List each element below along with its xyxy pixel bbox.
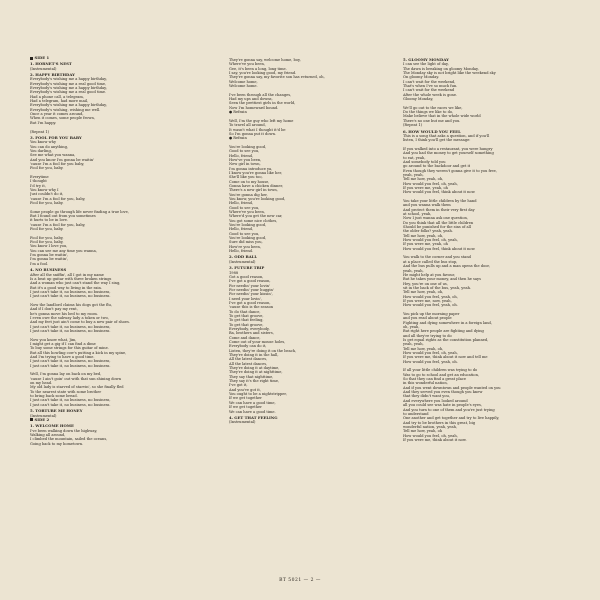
lyric-line: And you had the money to get yourself something	[403, 151, 494, 156]
lyric-line: Tell me how, yeah, oh,	[403, 290, 444, 295]
lyric-line: She'll like you too,	[229, 175, 263, 180]
lyric-line: Gonna have a chicken dinner,	[229, 183, 283, 188]
lyric-line: Is get equal rights as the constitution planned,	[403, 338, 489, 342]
lyric-line: On gloomy Monday.	[403, 75, 440, 80]
lyric-line: They're doing it in the hall,	[229, 353, 279, 358]
lyric-line: in this wonderful nation,	[403, 381, 448, 386]
lyric-line: If you were me, think about it now.	[403, 437, 467, 442]
lyric-line: For needin' your huggin'	[229, 287, 274, 292]
song-title: 3. FUTURE TRIP	[229, 265, 265, 271]
lyric-line: How would you feel, think about it now.	[403, 190, 476, 195]
song-subtitle: (Instrumental)	[30, 413, 57, 418]
lyric-line: 'cause I'm a fool for you, baby,	[30, 222, 86, 227]
lyric-line: I know you're gonna like her,	[229, 170, 282, 175]
lyric-line: How would you feel, oh, yeah,	[403, 181, 458, 186]
lyric-line: Had a telegram, had more mail,	[30, 99, 89, 104]
lyric-line: Hello, friend,	[229, 201, 254, 206]
lyric-line: One another and get together and try to live happily,	[403, 416, 500, 421]
lyric-line: I've got it,	[229, 383, 248, 388]
lyric-line: And I'm trying to have a good time.	[30, 355, 95, 360]
song-subtitle: (Instrumental)	[229, 420, 256, 425]
lyric-line: And you know I'm gonna be waitin'	[30, 157, 95, 162]
lyric-line: The Monday sky is not bright like the weekend sky	[403, 71, 496, 76]
lyric-line: You walk to the corner and you stand	[403, 255, 471, 260]
lyric-line: How would you feel, yeah, oh.	[403, 303, 458, 308]
lyric-line: Good to see you,	[229, 231, 260, 236]
lyric-line: That's when I've so much fun.	[403, 84, 458, 89]
lyric-line: When it comes, some people frown,	[30, 116, 95, 121]
lyric-line: You know I love you,	[30, 244, 68, 249]
song-block	[403, 130, 573, 443]
lyric-line: It wasn't what I thought it'd be	[229, 127, 286, 132]
song-title: 1. HORNET'S NEST	[30, 61, 72, 67]
lyric-line: Fighting and dying somewhere in a foreign land,	[403, 320, 492, 325]
lyric-line: Gloomy Monday,	[403, 97, 434, 102]
lyric-line: But I found out from you sometimes	[30, 214, 96, 219]
lyric-line: I even owe the subway lady a token or two,	[30, 315, 109, 320]
lyric-line: Tell me how, yeah, oh	[403, 429, 443, 434]
lyric-line: go around to the backdoor and get it	[403, 164, 471, 169]
lyric-line: to bring back some bread.	[30, 394, 78, 399]
lyric-line: (Repeat 1)	[30, 129, 50, 134]
lyric-line: I'm a fool.	[30, 261, 49, 266]
lyric-line: Was to go to school and get an education,	[403, 372, 480, 377]
lyric-line: After the whole week is gone.	[403, 92, 458, 97]
lyric-line: You take your little children by the hand	[403, 199, 477, 203]
lyric-line: I can see the light of day,	[403, 62, 449, 67]
lyric-line: We can have a good time.	[229, 409, 276, 414]
lyric-line: I'm gonna be waitin',	[30, 253, 69, 258]
lyric-line: The dawn is breaking on gloomy Monday,	[403, 66, 479, 71]
side-heading	[30, 418, 200, 422]
lyric-line: To travel all around,	[229, 123, 266, 128]
lyric-line: They say it's the right time,	[229, 379, 280, 384]
lyric-line: Hello, friend,	[229, 227, 254, 232]
lyric-line: To get that groove,	[229, 313, 264, 318]
lyric-line: Everybody can do it,	[229, 344, 267, 349]
song-title: 1. WELCOME HOME	[30, 423, 74, 429]
lyric-line: I say, you're looking good, my friend.	[229, 71, 297, 76]
lyric-line: it hurts to be in love.	[30, 218, 69, 223]
lyric-line: Where've you been,	[229, 210, 265, 215]
lyric-line: But he takes your money, and then he says	[403, 277, 481, 282]
lyric-line: I've got a good reason,	[229, 300, 271, 305]
lyric-line: And a woman who just can't stand the way I sing,	[30, 281, 121, 286]
lyric-line: Everybody, everybody,	[229, 326, 270, 331]
lyric-line: 'cause I'm a fool for you baby,	[30, 161, 85, 166]
lyric-line: 'cause I ain't goin' out with that sun shining down	[30, 376, 122, 381]
song-block	[30, 268, 200, 407]
lyric-line: Where'd you get the new car,	[229, 214, 283, 219]
lyric-line: I thought	[30, 179, 47, 184]
lyric-line: Come and dance,	[229, 335, 261, 340]
lyric-line: You can do anything,	[30, 144, 69, 149]
lyric-line: After all the sniffin', all I got in my name	[30, 272, 104, 277]
lyric-line: They're gonna say, welcome home, boy,	[229, 58, 301, 62]
lyric-line: If you were me, now, yeah,	[403, 298, 452, 303]
lyric-line: that they didn't want you,	[403, 394, 450, 399]
song-title: 5. GLOOMY MONDAY	[403, 57, 449, 62]
lyric-line: and you wanna walk them	[403, 203, 451, 208]
lyric-line: the older folks? yeah, yeah.	[403, 229, 454, 234]
lyric-line: yeah, yeah,	[403, 342, 424, 347]
side-marker-icon	[30, 57, 33, 60]
song-title: 4. GET THAT FEELING	[229, 414, 278, 420]
lyric-line: Everytime	[30, 174, 49, 179]
lyric-line: Now I just wanna ask one question,	[403, 216, 468, 221]
lyric-line: Well, I'm the guy who left my home	[229, 118, 294, 123]
lyric-line: all you could see was hate in people's eyes,	[403, 403, 482, 408]
lyric-line: Now you know what, Jim,	[30, 337, 77, 342]
lyric-line: and all they're trying to do	[403, 333, 452, 338]
lyric-line: If all your little children was trying to do	[403, 368, 478, 373]
lyric-line: And you turn to one of them and you're just trying	[403, 407, 495, 412]
lyric-line: Everybody's wishing, wishing me well.	[30, 107, 101, 112]
lyric-line: I can't wait for the weekend,	[403, 79, 456, 84]
lyric-line: Everybody's wishing me a happy birthday,	[30, 86, 107, 91]
lyric-line: And everywhere you looked around	[403, 398, 468, 403]
lyric-line: I just can't take it, no business, no business,	[30, 359, 111, 364]
lyric-line: Everybody's wishing me a real good time,	[30, 81, 107, 86]
lyric-line: I've been walking down the highway,	[30, 428, 98, 433]
lyric-line: How're you been,	[229, 244, 262, 249]
lyric-line: 'cause I'm a fool for you, baby,	[30, 196, 86, 201]
column-3	[403, 56, 573, 442]
song-title: 6. HOW WOULD YOU FEEL	[403, 128, 461, 134]
lyric-line: So that they can find a great place	[403, 377, 466, 382]
lyric-line: I just can't take it, no business, no business,	[30, 398, 111, 403]
lyric-line: How would you feel, yeah, oh.	[403, 359, 458, 364]
lyric-line: And if I don't pay my rent,	[30, 307, 78, 312]
lyric-line: Going back to my hometown.	[30, 441, 84, 446]
lyric-line: Seen the prettiest girls in the world,	[229, 101, 296, 106]
song-block	[30, 136, 200, 266]
side-heading	[30, 56, 200, 60]
lyric-line: sit in the back of the bus, yeah, yeah.	[403, 285, 472, 290]
lyric-line: To get that feeling,	[229, 318, 264, 323]
lyric-line: Should be punished for the sins of all	[403, 225, 471, 230]
lyric-line: You know, you're looking good,	[229, 197, 286, 201]
lyric-line: You can see me any time you wanna,	[30, 248, 97, 253]
lyric-line: This is a song that asks a question, and if you'll	[403, 133, 490, 138]
side-marker-icon	[30, 418, 33, 421]
lyric-line: Hey, you're on one of us,	[403, 281, 448, 286]
lyric-line: (Repeat 1)	[403, 123, 423, 128]
song-subtitle: (Instrumental)	[30, 66, 57, 71]
lyric-line: to eat, yeah,	[403, 155, 426, 160]
lyric-line: Come out of your mouse holes,	[229, 340, 286, 344]
lyric-line: How've you been,	[229, 157, 262, 162]
lyric-line: yeah, yeah,	[403, 268, 424, 273]
column-2	[229, 56, 399, 425]
lyric-line: wonderful nation, yeah, yeah,	[403, 424, 458, 429]
lyric-line: Tell me how, yeah, oh,	[403, 233, 444, 238]
lyric-line: And protect them in their very first day	[403, 207, 475, 212]
lyric-line: See me what you wanna,	[30, 153, 76, 158]
lyric-line: Do the things we like to do,	[403, 110, 454, 115]
lyric-line: Fool for you, baby,	[30, 235, 64, 240]
lyric-line: I just can't take it, no business, no business,	[30, 324, 111, 329]
lyric-line: Do you think that all the little children	[403, 220, 474, 225]
song-block	[30, 62, 200, 71]
lyric-line: at school, yeah,	[403, 212, 432, 217]
lyric-line: They're gonna say, my favorite son has returned, oh,	[229, 75, 325, 80]
lyric-line: And my feet just ain't come to buy a new pair of shoes.	[30, 320, 131, 325]
lyric-line: Come on to my house,	[229, 179, 270, 184]
lyric-line: To get that groove,	[229, 322, 264, 327]
lyric-line: at a place called the bus stop,	[403, 259, 458, 264]
lyric-line: I can't wait for the weekend	[403, 88, 455, 93]
lyric-line: You're gonna dig her,	[229, 192, 268, 197]
song-block	[30, 73, 200, 134]
lyric-line: All the latest dances,	[229, 361, 268, 366]
lyric-line: If you were me, think about it now and tell me	[403, 355, 488, 360]
lyric-line: Everybody's wishing me a happy birthday,	[30, 103, 107, 108]
lyric-line: I've been through all the changes,	[229, 92, 292, 97]
lyric-line: 1988	[229, 270, 239, 275]
lyric-line: And somebody told you	[403, 159, 446, 164]
lyric-line: Welcome home.	[229, 84, 258, 89]
lyric-line: Had a phone call, a telegram,	[30, 94, 84, 99]
lyric-line: Had my ups and downs,	[229, 97, 273, 102]
lyric-line: You're looking good,	[229, 144, 267, 149]
lyric-line: You ought to be a nightstripper,	[229, 392, 287, 397]
lyric-line: How would you feel, think about it now.	[403, 246, 476, 251]
lyric-line: If you were me, yeah, oh	[403, 185, 448, 190]
lyric-line: I'd try it,	[30, 183, 46, 188]
lyric-line: For needin' your kissin',	[229, 292, 273, 297]
song-block	[30, 424, 200, 446]
lyric-line: Everybody's wishing me a happy birthday,	[30, 77, 107, 82]
lyric-line: and you read about people	[403, 316, 452, 321]
lyric-line: If you were me, yeah, oh	[403, 242, 448, 247]
song-title: 4. NO BUSINESS	[30, 267, 67, 273]
side-label: SIDE 1	[34, 56, 50, 60]
lyric-line: Hello, friend,	[229, 153, 254, 158]
lyric-line: Good to see you,	[229, 149, 260, 154]
lyric-line: My old lady is starved of starvin', so she finally fled	[30, 385, 124, 390]
lyric-line: You darling,	[30, 148, 52, 153]
lyric-line: To buy some strings for this guitar of mine.	[30, 346, 109, 351]
lyric-line: Hello, friend.	[229, 249, 254, 254]
lyric-line: And they served you even though you knew	[403, 390, 483, 395]
lyric-line: To the nearest state with some brother	[30, 389, 102, 394]
lyric-line: There's no one but me and you.	[403, 118, 461, 123]
lyric-line: yeah, yeah,	[403, 172, 424, 177]
lyric-line: Once a year it comes around,	[30, 112, 84, 117]
lyric-line: You're looking good,	[229, 223, 267, 228]
lyric-line: Fool for you, baby,	[30, 240, 64, 245]
lyric-line: If we get together	[229, 396, 262, 401]
lyric-line: I just can't take it, no business, no business,	[30, 289, 111, 294]
lyric-line: I just can't take it, no business, no business.	[30, 402, 111, 407]
lyric-line: I'm gonna be waitin',	[30, 257, 69, 262]
lyric-line: But right here people are fighting and dying	[403, 329, 484, 334]
lyric-line: he's gonna move his bed to my room.	[30, 311, 98, 316]
lyric-line: They're doing it at daytime,	[229, 366, 280, 371]
lyric-line: ● Refrain	[229, 110, 247, 115]
lyric-line: on my head.	[30, 381, 53, 386]
lyric-line: Tell me how, yeah, oh,	[403, 346, 444, 351]
side-label: SIDE 2	[34, 416, 50, 422]
lyric-line: Just couldn't do it,	[30, 192, 64, 197]
lyric-line: You got some nice clothes,	[229, 218, 278, 223]
lyric-line: And you've got it,	[229, 387, 261, 392]
lyric-line: I climbed the mountain, sailed the oceans,	[30, 437, 108, 442]
lyric-line: Welcome home,	[229, 79, 258, 84]
lyric-line: How would you feel, oh, yeah,	[403, 351, 458, 356]
lyric-line: Sure did miss you,	[229, 240, 263, 245]
lyric-line: Now I'm homeward bound.	[229, 105, 279, 110]
lyric-line: You're looking good,	[229, 236, 267, 241]
lyric-line: If we get together	[229, 405, 262, 410]
lyric-line: How would you feel, yeah, oh,	[403, 294, 458, 299]
page-footer: BT 5021 — 2 —	[279, 578, 321, 583]
lyric-line: New girl in town,	[229, 162, 261, 167]
lyric-line: You know why	[30, 140, 56, 145]
lyric-line: Ba, brothers and sisters,	[229, 331, 274, 336]
lyric-line: ● Refrain	[229, 136, 247, 141]
song-block	[229, 255, 399, 264]
lyric-line: You pick up the morning paper	[403, 311, 460, 316]
lyric-line: And the bus pulls up and a man opens the door,	[403, 264, 490, 269]
lyric-line: listen, I think you'll get the message:	[403, 138, 471, 143]
song-block	[229, 266, 399, 414]
song-title: 5. TORTURE ME HONEY	[30, 408, 83, 414]
lyric-line: How would you feel, oh, yeah,	[403, 238, 458, 243]
lyric-line: I just can't take it, no business, no business.	[30, 363, 111, 368]
lyric-line: Is a beat up guitar with three broken strings	[30, 276, 112, 281]
lyric-line: Make believe that in the whole wide world	[403, 114, 481, 119]
song-block	[403, 58, 573, 128]
song-title: 2. ODD BALL	[229, 254, 257, 260]
lyric-line: How would you feel, oh, yeah,	[403, 433, 458, 438]
lyric-line: But I'm happy.	[30, 120, 57, 125]
lyric-line: We'll go out to the races we like,	[403, 105, 463, 110]
song-title: 2. HAPPY BIRTHDAY	[30, 72, 75, 78]
lyric-line: Even though they weren't gonna give it to you free,	[403, 168, 497, 173]
lyric-line: So I'm gonna put it down.	[229, 131, 277, 136]
song-subtitle: (Instrumental)	[229, 259, 256, 264]
column-1	[30, 56, 200, 446]
lyric-line: Some people go through life never finding a true love,	[30, 209, 129, 214]
lyric-line: I need your lovin',	[229, 296, 262, 301]
lyric-line: Fool for you, baby.	[30, 201, 64, 205]
lyric-line: I just can't take it, no business, no business.	[30, 294, 111, 299]
lyric-line: Got a good reason,	[229, 274, 264, 279]
lyric-line: to understand	[403, 411, 429, 416]
lyric-line: Tell me how, yeah, oh,	[403, 177, 444, 182]
lyric-line: Where've you been,	[229, 62, 265, 67]
lyric-line: Listen, they're doing it on the beach,	[229, 348, 297, 353]
lyric-line: I just can't take it, no business, no business.	[30, 328, 111, 333]
lyric-line: And if you went downtown and people wanted on you	[403, 385, 501, 390]
song-block	[229, 58, 399, 253]
lyric-line: I've got a good reason,	[229, 279, 271, 284]
song-title: 3. FOOL FOR YOU BABY	[30, 134, 82, 140]
lyric-line: Fool for you, baby.	[30, 166, 64, 171]
lyric-line: For needin' your lovin'	[229, 283, 270, 288]
lyric-line: But it's a good way to living in the rain.	[30, 285, 102, 290]
lyric-line: They're doing it at nighttime,	[229, 370, 283, 375]
lyric-line: All the latest dances,	[229, 357, 268, 362]
lyric-line: Walking all around,	[30, 432, 66, 437]
song-block	[30, 409, 200, 418]
lyric-line: To do that dance,	[229, 309, 261, 314]
lyric-line: He might help at you favour,	[403, 272, 456, 277]
lyric-line: They say that nighttime,	[229, 374, 274, 379]
lyric-line: Everybody's wishing me a real good time.	[30, 90, 107, 95]
lyric-line: And try to be brothers in this great, big	[403, 420, 476, 425]
lyric-line: I might get a gig if I can find a dime	[30, 342, 96, 346]
song-block	[229, 416, 399, 425]
lyric-line: oh, yeah,	[403, 324, 420, 329]
lyric-line: Now the landlord claims his dogs got the flu,	[30, 302, 112, 307]
lyric-line: You know why I	[30, 187, 59, 192]
lyric-line: If you walked into a restaurant, you were hungry	[403, 146, 493, 151]
lyric-line: We can have a good time,	[229, 400, 276, 405]
lyric-line: 'cause this is the season	[229, 305, 274, 310]
lyric-line: Gee, it's been a long, long time.	[229, 66, 287, 71]
lyric-line: Fool for you, baby.	[30, 227, 64, 232]
lyric-line: But all this howling cow's putting a kick in my spine,	[30, 350, 127, 355]
lyric-line: I'm gonna introduce ya,	[229, 166, 273, 171]
lyric-line: Good to see you,	[229, 205, 260, 210]
lyric-line: There's a new girl in town,	[229, 188, 278, 193]
lyric-line: Well, I'm gonna lay on back on my bed,	[30, 372, 102, 377]
